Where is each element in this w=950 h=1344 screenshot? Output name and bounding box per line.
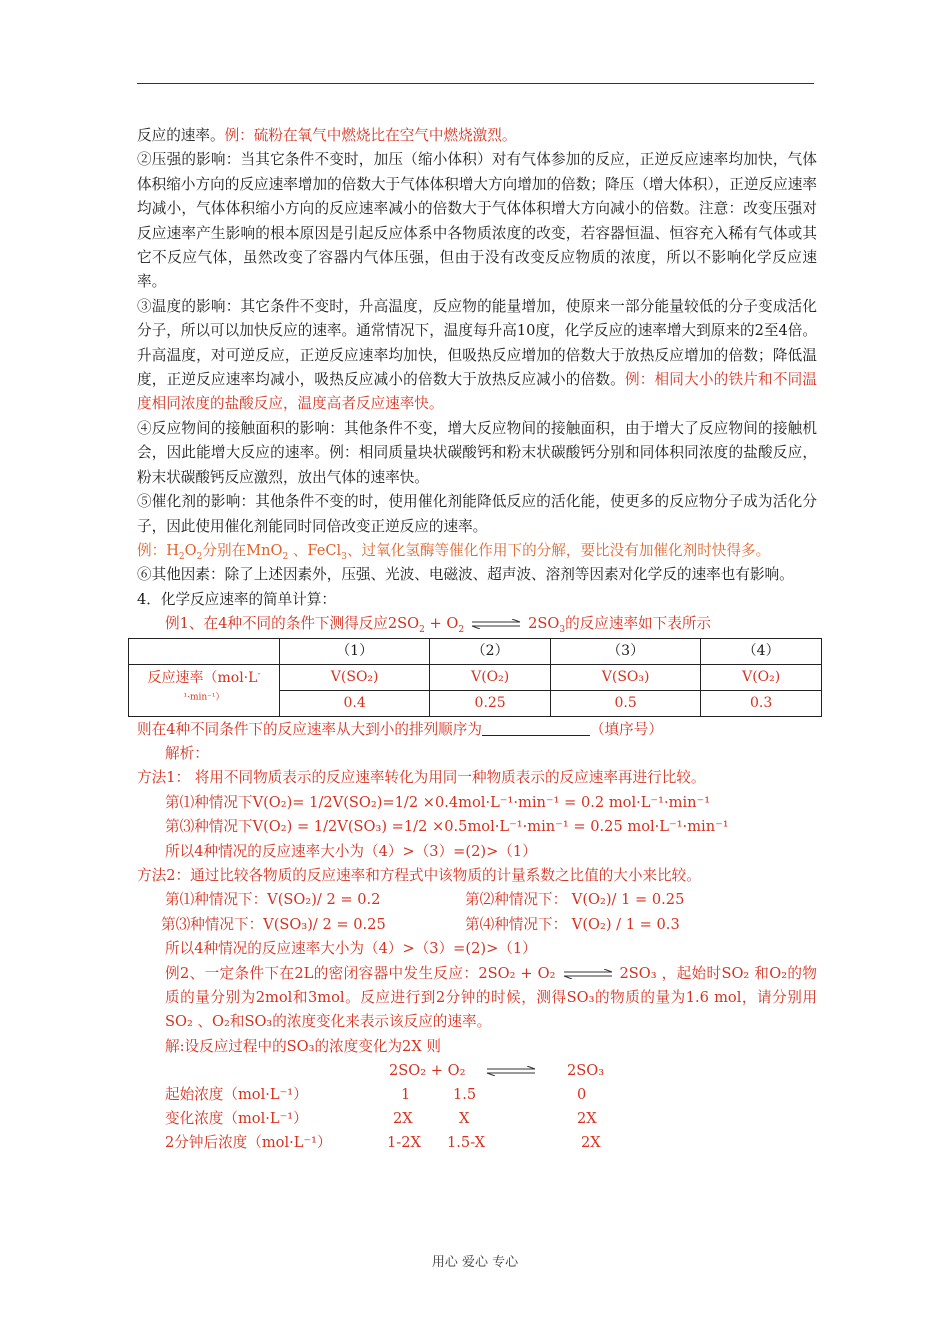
answer-blank (482, 719, 590, 736)
question-order (137, 718, 817, 742)
method-1-case-3: 第⑶种情况下V(O₂) = 1/2V(SO₃) =1/2 ×0.5mol·L⁻¹·min⁻¹ = 0.25 mol·L⁻¹·min⁻¹ (165, 818, 729, 836)
method-1-heading: 方法1： 将用不同物质表示的反应速率转化为用同一种物质表示的反应速率再进行比较。 (137, 769, 706, 787)
concentration-table (137, 1059, 817, 1157)
text-span: 则在4种不同条件下的反应速率从大到小的排列顺序为 (137, 720, 482, 738)
method-1-case-1: 第⑴种情况下V(O₂)= 1/2V(SO₂)=1/2 ×0.4mol·L⁻¹·min⁻¹ = 0.2 mol·L⁻¹·min⁻¹ (165, 793, 711, 811)
table-header: （4） (701, 638, 822, 664)
table-cell: V(O₂) (701, 664, 822, 690)
superscript: - (257, 669, 261, 680)
header-rule (137, 83, 814, 84)
text-span: 第⑷种情况下： V(O₂) / 1 = 0.3 (465, 915, 680, 933)
paragraph-surface-area: ④反应物间的接触面积的影响：其他条件不变，增大反应物间的接触面积，由于增大了反应物间的接触机会，因此能增大反应的速率。例：相同质量块状碳酸钙和粉末状碳酸钙分别和同体积同浓度的盐酸反应，粉末状碳酸钙反应激烈，放出气体的速率快。 (137, 419, 817, 486)
table-cell: V(SO₃) (550, 664, 700, 690)
method-2-conclusion: 所以4种情况的反应速率大小为（4）>（3）=(2)>（1） (165, 940, 537, 958)
equilibrium-arrow-icon (485, 1066, 537, 1076)
example-2-statement (137, 962, 817, 1035)
row-label-change: 变化浓度（mol·L⁻¹） (165, 1110, 308, 1128)
text-span: 反应的速率。 (137, 127, 225, 144)
cell-change-so3: 2X (577, 1110, 597, 1128)
text-span: 分别在MnO (202, 541, 283, 559)
cell-after-so3: 2X (581, 1134, 601, 1152)
row-label-rate (129, 664, 280, 716)
text-span: 2SO (528, 615, 560, 633)
paragraph-temperature (137, 295, 817, 417)
text-span: 第⑴种情况下：V(SO₂)/ 2 = 0.2 (165, 891, 381, 909)
table-row (129, 638, 822, 664)
equation-product: 2SO₃ (567, 1062, 605, 1080)
cell-initial-so3: 0 (577, 1086, 587, 1104)
method-2-row-1 (137, 888, 817, 912)
table-cell: 0.3 (701, 690, 822, 716)
table-header: （1） (280, 638, 430, 664)
text-span: 、FeCl (288, 541, 342, 559)
table-row (129, 664, 822, 690)
table-cell: 0.5 (550, 690, 700, 716)
cell-change-so2: 2X (393, 1110, 413, 1128)
rate-table (128, 638, 822, 717)
subscript: 2 (458, 625, 465, 636)
paragraph-rate-end (137, 124, 817, 148)
cell-after-o2: 1.5-X (447, 1134, 486, 1152)
page-footer: 用心 爱心 专心 (431, 1255, 519, 1270)
text-span: 的反应速率如下表所示 (565, 615, 712, 633)
table-cell (129, 638, 280, 664)
table-cell: 0.25 (430, 690, 551, 716)
cell-change-o2: X (459, 1110, 470, 1128)
table-cell: V(SO₂) (280, 664, 430, 690)
row-label-after: 2分钟后浓度（mol·L⁻¹） (165, 1134, 332, 1152)
example-1-statement (137, 612, 817, 636)
example-iron: 例：相同大小的铁片和不同温度相同浓度的盐酸反应，温度高者反应速率快。 (137, 371, 817, 413)
example-sulfur: 例：硫粉在氧气中燃烧比在空气中燃烧激烈。 (224, 127, 517, 144)
paragraph-other-factors: ⑥其他因素：除了上述因素外，压强、光波、电磁波、超声波、溶剂等因素对化学反的速率也有影响。 (137, 566, 794, 584)
equation-reactants: 2SO₂ + O₂ (389, 1062, 466, 1080)
method-2-heading: 方法2：通过比较各物质的反应速率和方程式中该物质的计量系数之比值的大小来比较。 (137, 866, 701, 884)
table-cell: 0.4 (280, 690, 430, 716)
text-span: ③温度的影响：其它条件不变时，升高温度，反应物的能量增加，使原来一部分能量较低的分子变成活化分子，所以可以加快反应的速率。通常情况下，温度每升高10度，化学反应的速率增大到原来的2至4倍。升高温度，对可逆反应，正逆反应速率均加快，但吸热反应增加的倍数大于放热反应增加的倍数；降低温度，正逆反应速率均减小，吸热反应减小的倍数大于放热反应减小的倍数。 (137, 297, 817, 389)
subscript: 2 (196, 551, 203, 562)
text-span: 2SO₃ ，起始时SO₂ 和O₂的物质的量分别为2mol和3mol。反应进行到2分钟的时候，测得SO₃的物质的量为1.6 mol，请分别用SO₂ 、O₂和SO₃的浓度变化来表示该反应的速率。 (165, 964, 817, 1031)
subscript: 3 (559, 625, 566, 636)
table-cell: V(O₂) (430, 664, 551, 690)
subscript: 2 (282, 551, 289, 562)
method-1-conclusion: 所以4种情况的反应速率大小为（4）>（3）=(2)>（1） (165, 842, 537, 860)
table-header: （3） (550, 638, 700, 664)
subscript: 2 (419, 625, 425, 636)
section-heading-calculation: 4．化学反应速率的简单计算： (137, 590, 337, 608)
text-span: 例：H (137, 541, 179, 559)
cell-initial-o2: 1.5 (453, 1086, 477, 1104)
cell-after-so2: 1-2X (387, 1134, 421, 1152)
document-body (137, 124, 817, 1157)
text-span: 例1、在4种不同的条件下测得反应2SO (165, 615, 420, 633)
text-span: 例2、一定条件下在2L的密闭容器中发生反应：2SO₂ + O₂ (165, 964, 556, 982)
text-span: 、过氧化氢酶等催化作用下的分解，要比没有加催化剂时快得多。 (346, 541, 771, 559)
subscript: 3 (341, 551, 347, 562)
equilibrium-arrow-icon (470, 619, 522, 629)
solution-intro: 解:设反应过程中的SO₃的浓度变化为2X 则 (165, 1037, 441, 1055)
text-span: 反应速率（mol·L (147, 670, 258, 687)
example-catalyst (137, 539, 817, 563)
cell-initial-so2: 1 (401, 1086, 411, 1104)
paragraph-catalyst: ⑤催化剂的影响：其他条件不变的时，使用催化剂能降低反应的活化能，使更多的反应物分子成为活化分子，因此使用催化剂能同时同倍改变正逆反应的速率。 (137, 493, 817, 535)
equilibrium-arrow-icon (562, 969, 614, 979)
text-span: ¹·min⁻¹） (183, 692, 225, 703)
text-span: + O (424, 615, 459, 633)
text-span: 第⑵种情况下： V(O₂)/ 1 = 0.25 (465, 891, 685, 909)
analysis-label: 解析： (165, 744, 209, 762)
subscript: 2 (178, 551, 185, 562)
row-label-initial: 起始浓度（mol·L⁻¹） (165, 1086, 308, 1104)
text-span: 第⑶种情况下：V(SO₃)/ 2 = 0.25 (161, 915, 386, 933)
table-header: （2） (430, 638, 551, 664)
paragraph-pressure: ②压强的影响：当其它条件不变时，加压（缩小体积）对有气体参加的反应，正逆反应速率均加快，气体体积缩小方向的反应速率增加的倍数大于气体体积增大方向增加的倍数；降压（增大体积），正逆反应速率均减小，气体体积缩小方向的反应速率减小的倍数大于气体体积增大方向减小的倍数。注意：改变压强对反应速率产生影响的根本原因是引起反应体系中各物质浓度的改变，若容器恒温、恒容充入稀有气体或其它不反应气体，虽然改变了容器内气体压强，但由于没有改变反应物质的浓度，所以不影响化学反应速率。 (137, 151, 817, 291)
text-span: O (184, 541, 197, 559)
method-2-row-2 (137, 913, 817, 937)
text-span: （填序号） (589, 720, 663, 738)
